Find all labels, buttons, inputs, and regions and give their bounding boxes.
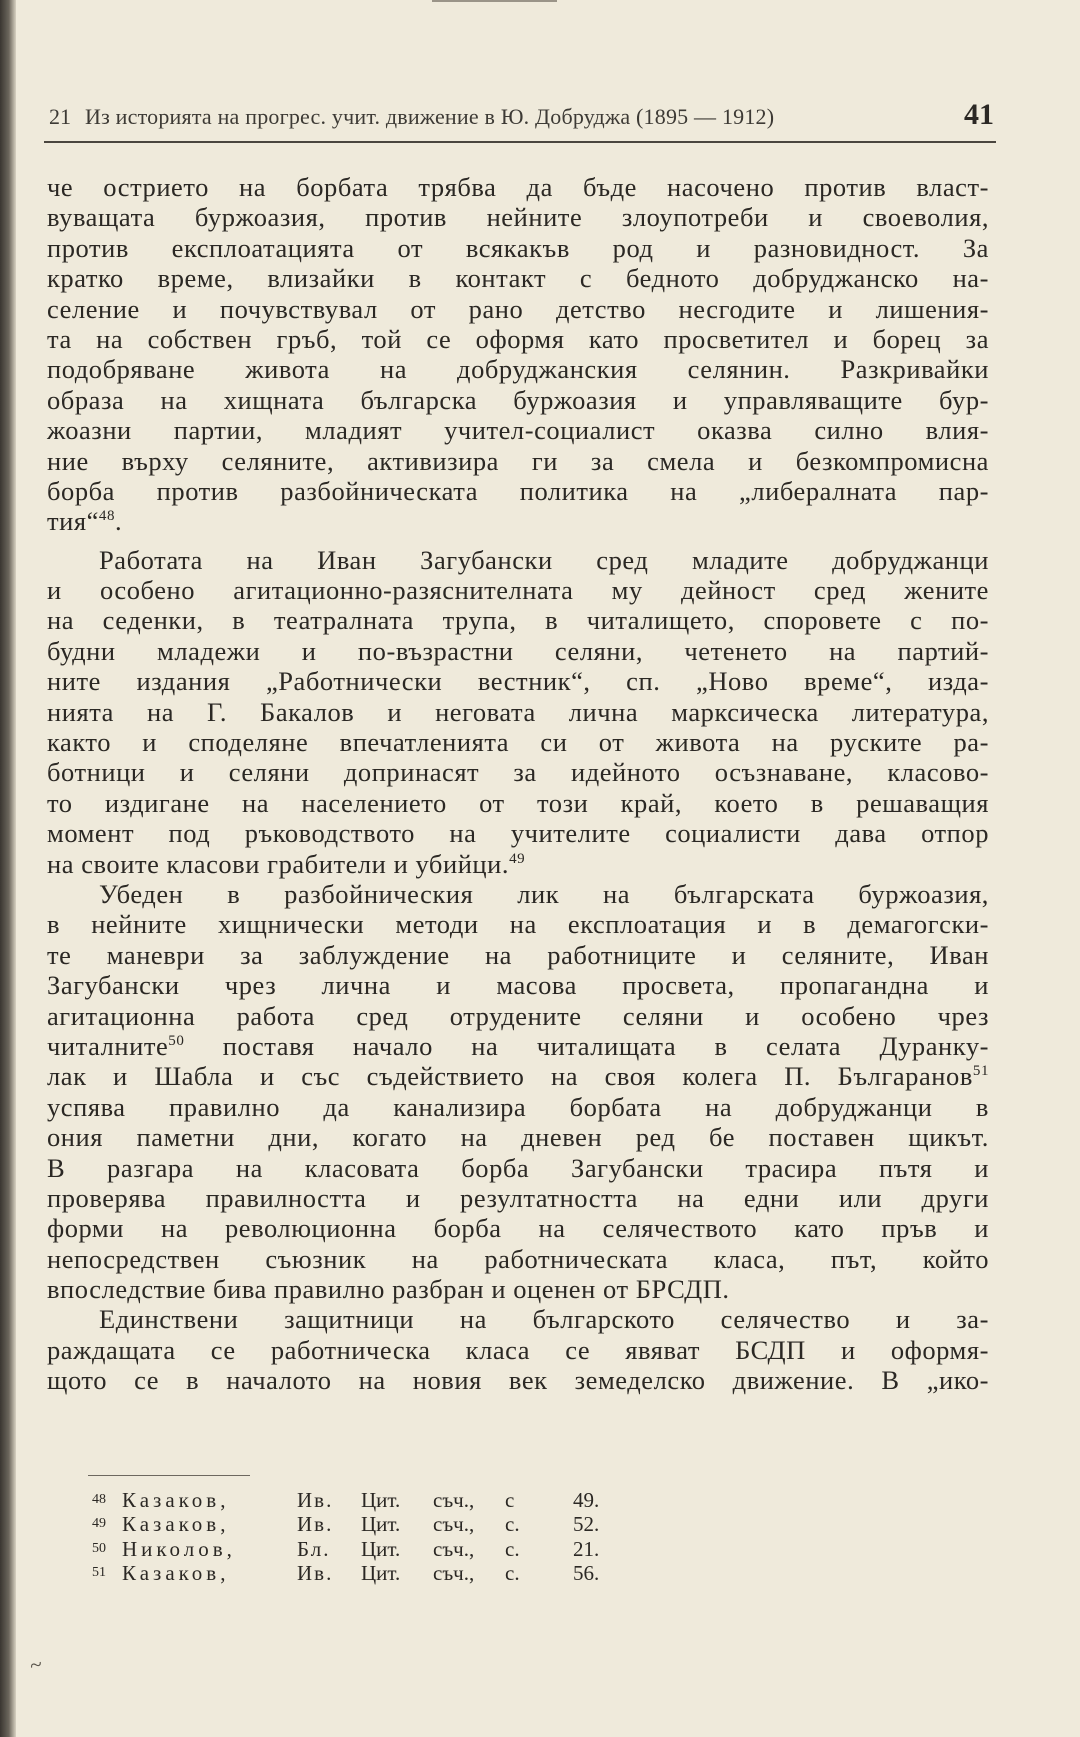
page-number: 41 (964, 98, 994, 131)
top-edge-mark (432, 0, 557, 2)
footnote-cit: Цит. (361, 1536, 401, 1561)
footnote-cit: Цит. (361, 1488, 401, 1512)
footnote-initials: Бл. (297, 1536, 331, 1561)
running-header (49, 98, 994, 140)
text-line: В разгара на класовата борба Загубански трасира пътя и (47, 1152, 989, 1183)
paragraph (47, 545, 989, 879)
text-line (47, 1061, 989, 1091)
text-line: форми на революционна борба на селячеството като пръв и (47, 1213, 989, 1244)
text-fragment: лак и Шабла и със съдействието на своя колега П. Българанов (47, 1061, 973, 1092)
text-line: нията на Г. Бакалов и неговата лична марксическа литература, (47, 696, 989, 727)
text-line: ботници и селяни допринасят за идейното осъзнаване, класово- (47, 757, 989, 788)
text-line: на седенки, в театралната трупа, в читалището, споровете с по- (47, 605, 989, 636)
text-line: будни младежи и по-възрастни селяни, четенето на партий- (47, 635, 989, 666)
text-line: момент под ръководството на учителите социалисти дава отпор (47, 818, 989, 849)
footnote-ref: 50 (168, 1033, 185, 1050)
footnote-page-abbr: с. (505, 1512, 520, 1537)
footnote-cit: Цит. (361, 1560, 401, 1585)
footnote-work: съч., (433, 1512, 475, 1537)
header-rule (44, 141, 996, 143)
footnote-number: 50 (92, 1540, 106, 1556)
footnote-page: 52. (573, 1512, 600, 1537)
footnote-number: 49 (92, 1516, 106, 1532)
text-line: Работата на Иван Загубански сред младите добруджанци (99, 544, 989, 575)
text-line: та на собствен гръб, той се оформя като просветител и борец за (47, 323, 989, 354)
text-line: ние върху селяните, активизира ги за смела и безкомпромисна (47, 445, 989, 476)
footnote-author: Николов, (122, 1536, 236, 1561)
text-line: в нейните хищнически методи на експлоатация и в демагогски- (47, 909, 989, 940)
text-line: подобряване живота на добруджанския селянин. Разкривайки (47, 354, 989, 385)
footnote-author: Казаков, (122, 1512, 230, 1537)
text-line: че острието на борбата трябва да бъде насочено против власт- (47, 172, 989, 202)
text-line: Загубански чрез лична и масова просвета, пропагандна и (47, 970, 989, 1001)
paragraph (47, 879, 989, 1304)
book-spine-shadow (0, 0, 16, 1737)
text-line: непосредствен съюзник на работническата класа, път, който (47, 1243, 989, 1274)
paragraph (47, 172, 989, 537)
footnote-page: 21. (573, 1536, 600, 1561)
footnote-work: съч., (433, 1488, 475, 1512)
text-fragment: тия“ (47, 506, 99, 537)
text-line: успява правилно да канализира борбата на добруджанци в (47, 1091, 989, 1122)
footnote-page-abbr: с (505, 1488, 515, 1512)
running-title: Из историята на прогрес. учит. движение в Ю. Добруджа (1895 — 1912) (85, 104, 775, 129)
text-line: и особено агитационно-разяснителната му дейност сред жените (47, 575, 989, 606)
text-line: борба против разбойническата политика на „либералната пар- (47, 475, 989, 506)
text-line: раждащата се работническа класа се явяват БСДП и оформя- (47, 1334, 989, 1365)
footnotes (92, 1488, 612, 1585)
footnote (92, 1561, 612, 1585)
text-line: проверява правилността и резултатността на едни или други (47, 1182, 989, 1213)
footnote (92, 1512, 612, 1536)
text-line: както и споделяне впечатленията си от живота на руските ра- (47, 727, 989, 758)
text-line: ония паметни дни, когато на дневен ред бе поставен щикът. (47, 1122, 989, 1153)
text-line (47, 1031, 989, 1061)
text-line: кратко време, влизайки в контакт с бедното добруджанско на- (47, 263, 989, 294)
footnote-initials: Ив. (297, 1512, 334, 1537)
footnote-page-abbr: с. (505, 1536, 520, 1561)
footnote-author: Казаков, (122, 1488, 230, 1512)
footnote-cit: Цит. (361, 1512, 401, 1537)
text-fragment: на своите класови грабители и убийци. (47, 848, 510, 879)
footnote-page: 56. (573, 1560, 600, 1585)
ink-mark: ~ (27, 1651, 45, 1678)
footnote-number: 48 (92, 1492, 106, 1507)
text-line: щото се в началото на новия век земеделско движение. В „ико- (47, 1365, 989, 1396)
footnote-initials: Ив. (297, 1560, 334, 1585)
footnote-initials: Ив. (297, 1488, 334, 1512)
text-line: ните издания „Работнически вестник“, сп. „Ново време“, изда- (47, 666, 989, 697)
text-line: те маневри за заблуждение на работниците и селяните, Иван (47, 939, 989, 970)
text-fragment: читалните (47, 1030, 169, 1061)
text-line: образа на хищната българска буржоазия и управляващите бур- (47, 384, 989, 415)
footnote-rule (88, 1475, 250, 1476)
footnote (92, 1537, 612, 1561)
footnote-page-abbr: с. (505, 1560, 520, 1585)
text-fragment: поставя начало на читалищата в селата Дуранку- (184, 1030, 989, 1061)
text-line: агитационна работа сред отрудените селяни и особено чрез (47, 1000, 989, 1031)
text-line (47, 849, 989, 879)
footnote-number: 51 (92, 1564, 106, 1580)
footnote-ref: 49 (509, 850, 526, 867)
paragraph (47, 1304, 989, 1395)
text-line: против експлоатацията от всякакъв род и разновидност. За (47, 232, 989, 263)
text-line: тия“$^{48}$. (47, 506, 123, 537)
footnote-author: Казаков, (122, 1560, 230, 1585)
text-line: Единствени защитници на българското селячество и за- (99, 1304, 989, 1335)
text-line: Убеден в разбойническия лик на българската буржоазия, (99, 878, 989, 909)
left-page-number: 21 (49, 104, 71, 129)
text-line: жоазни партии, младият учител-социалист оказва силно влия- (47, 415, 989, 446)
footnote-work: съч., (433, 1536, 475, 1561)
footnote-work: съч., (433, 1560, 475, 1585)
footnote-ref: 48 (98, 508, 116, 525)
body-text (47, 172, 989, 1396)
footnote-ref: 51 (972, 1063, 989, 1080)
text-line: то издигане на населението от този край, което в решаващия (47, 787, 989, 818)
footnote (92, 1488, 612, 1512)
text-line: вуващата буржоазия, против нейните злоупотреби и своеволия, (47, 202, 989, 233)
text-line: селение и почувствувал от рано детство несгодите и лишения- (47, 293, 989, 324)
text-line: впоследствие бива правилно разбран и оценен от БРСДП. (47, 1274, 730, 1305)
footnote-page: 49. (573, 1488, 600, 1512)
